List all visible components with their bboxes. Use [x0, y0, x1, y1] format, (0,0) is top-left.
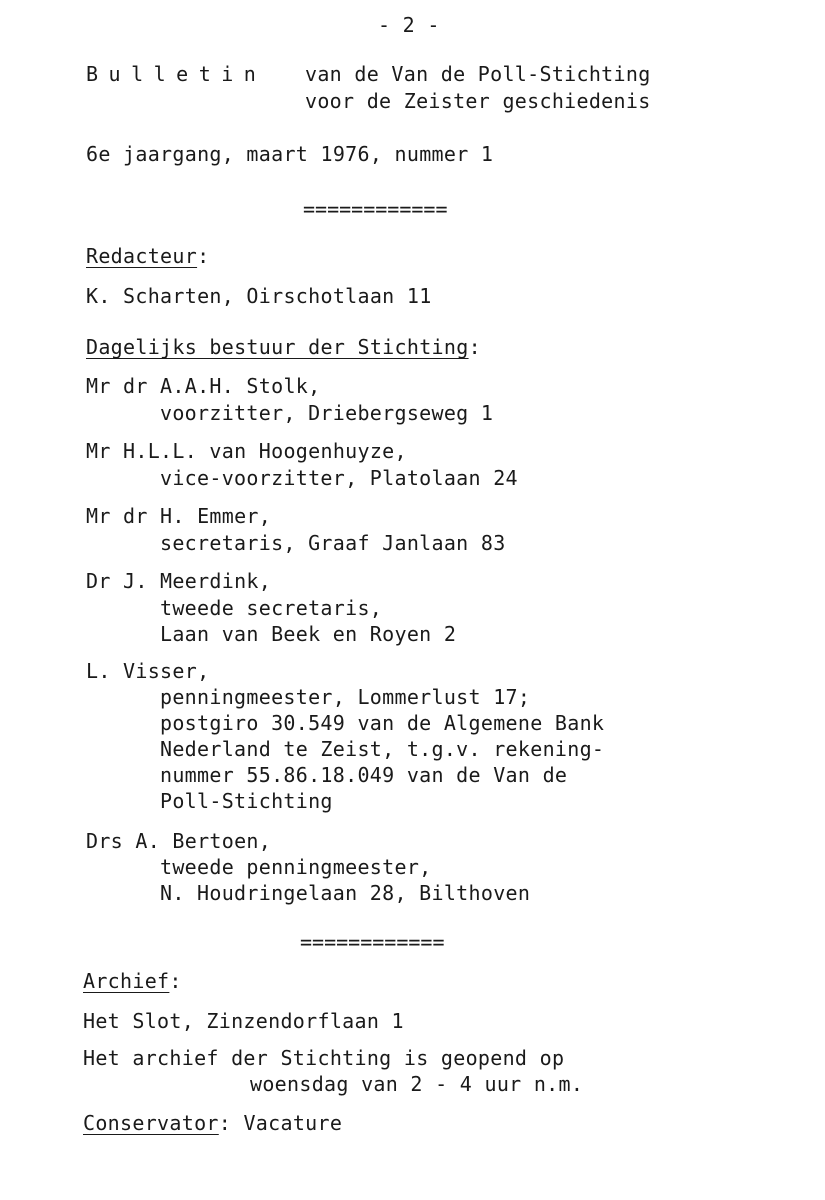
bestuur-heading: Dagelijks bestuur der Stichting:	[86, 335, 481, 359]
member-detail: voorzitter, Driebergseweg 1	[160, 401, 494, 425]
member-name: L. Visser,	[86, 659, 210, 683]
conservator-line: Conservator: Vacature	[83, 1111, 343, 1135]
bulletin-word: Bulletin	[86, 62, 267, 86]
redacteur-entry: K. Scharten, Oirschotlaan 11	[86, 284, 432, 308]
member-detail: penningmeester, Lommerlust 17;	[160, 685, 531, 709]
member-name: Drs A. Bertoen,	[86, 829, 272, 853]
bulletin-title-line-2: voor de Zeister geschiedenis	[305, 89, 651, 113]
member-detail: Poll-Stichting	[160, 789, 333, 813]
member-detail: nummer 55.86.18.049 van de Van de	[160, 763, 568, 787]
separator-bottom: ============	[300, 930, 445, 954]
redacteur-heading: Redacteur:	[86, 244, 210, 268]
member-detail: postgiro 30.549 van de Algemene Bank	[160, 711, 605, 735]
member-detail: secretaris, Graaf Janlaan 83	[160, 531, 506, 555]
member-name: Mr H.L.L. van Hoogenhuyze,	[86, 439, 407, 463]
member-detail: vice-voorzitter, Platolaan 24	[160, 466, 518, 490]
member-detail: Nederland te Zeist, t.g.v. rekening-	[160, 737, 605, 761]
member-detail: tweede secretaris,	[160, 596, 383, 620]
member-detail: tweede penningmeester,	[160, 855, 432, 879]
member-detail: Laan van Beek en Royen 2	[160, 622, 457, 646]
archief-hours-line-1: Het archief der Stichting is geopend op	[83, 1046, 565, 1070]
separator-top: ============	[303, 197, 448, 221]
issue-line: 6e jaargang, maart 1976, nummer 1	[86, 142, 494, 166]
member-name: Mr dr H. Emmer,	[86, 504, 272, 528]
member-detail: N. Houdringelaan 28, Bilthoven	[160, 881, 531, 905]
page-number: - 2 -	[378, 13, 440, 37]
archief-heading: Archief:	[83, 969, 182, 993]
member-name: Mr dr A.A.H. Stolk,	[86, 374, 321, 398]
archief-address: Het Slot, Zinzendorflaan 1	[83, 1009, 404, 1033]
member-name: Dr J. Meerdink,	[86, 569, 272, 593]
bulletin-title-line-1: van de Van de Poll-Stichting	[305, 62, 651, 86]
archief-hours-line-2: woensdag van 2 - 4 uur n.m.	[250, 1072, 584, 1096]
